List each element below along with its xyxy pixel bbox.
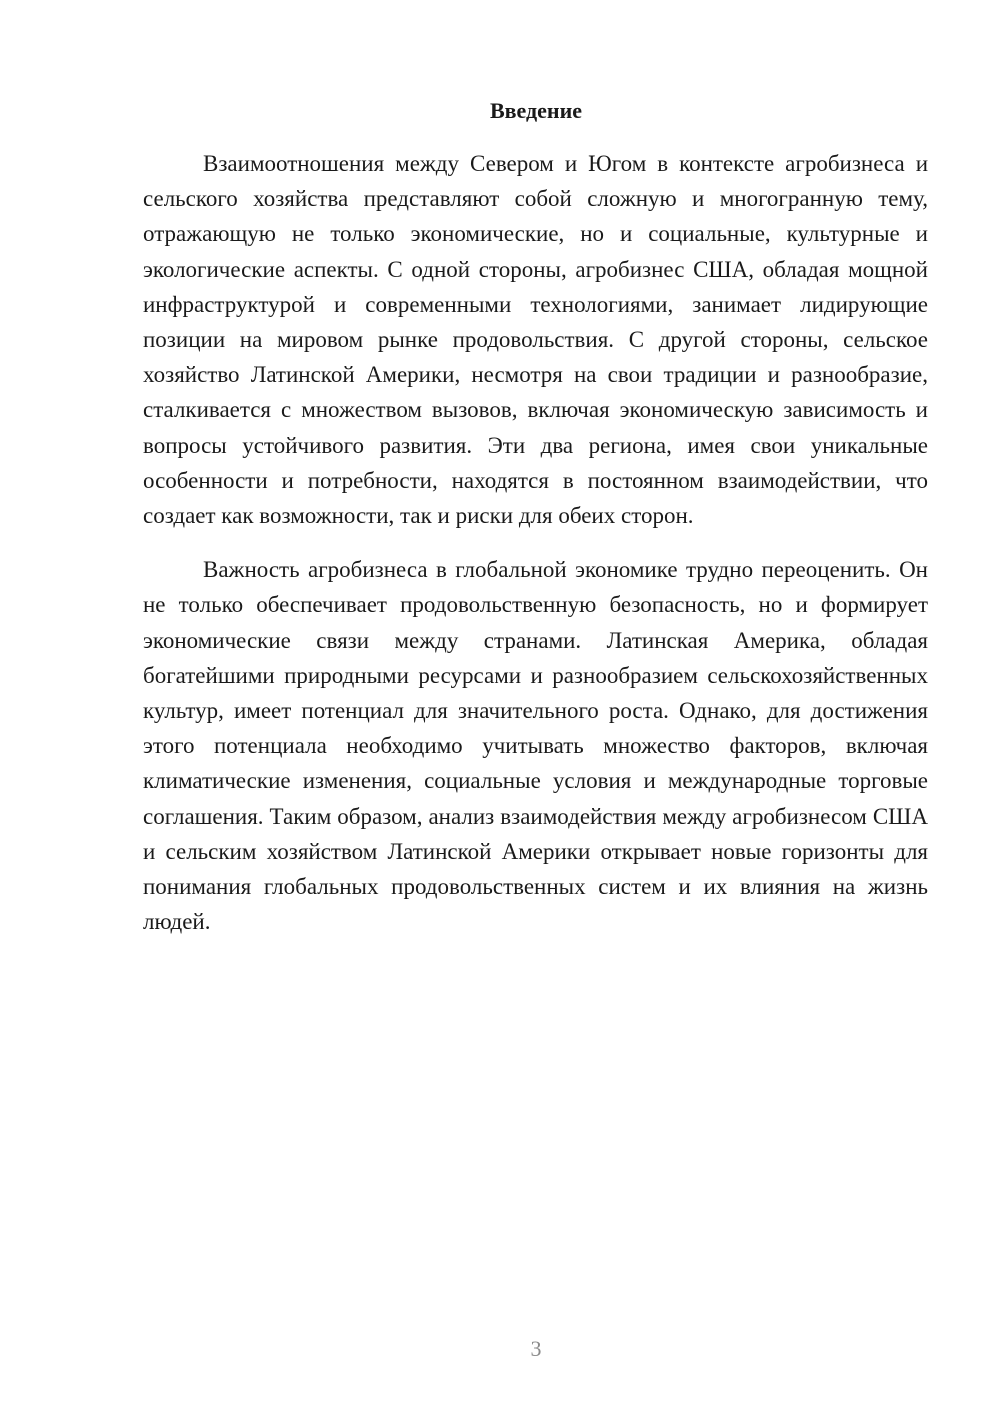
page-number: 3 bbox=[530, 1336, 542, 1361]
section-heading: Введение bbox=[489, 98, 583, 123]
paragraph-1: Взаимоотношения между Севером и Югом в контексте агробизнеса и сельского хозяйства представляют собой сложную и многогранную тему, отражающую не только экономические, но и социальные, культурные и экологические аспекты. С одной стороны, агробизнес США, обладая мощной инфраструктурой и современными технологиями, занимает лидирующие позиции на мировом рынке продовольствия. С другой стороны, сельское хозяйство Латинской Америки, несмотря на свои традиции и разнообразие, сталкивается с множеством вызовов, включая экономическую зависимость и вопросы устойчивого развития. Эти два региона, имея свои уникальные особенности и потребности, находятся в постоянном взаимодействии, что создает как возможности, так и риски для обеих сторон. bbox=[143, 151, 928, 529]
paragraph-2: Важность агробизнеса в глобальной экономике трудно переоценить. Он не только обеспечивает продовольственную безопасность, но и формирует экономические связи между странами. Латинская Америка, обладая богатейшими природными ресурсами и разнообразием сельскохозяйственных культур, имеет потенциал для значительного роста. Однако, для достижения этого потенциала необходимо учитывать множество факторов, включая климатические изменения, социальные условия и международные торговые соглашения. Таким образом, анализ взаимодействия между агробизнесом США и сельским хозяйством Латинской Америки открывает новые горизонты для понимания глобальных продовольственных систем и их влияния на жизнь людей. bbox=[143, 557, 928, 935]
body-text bbox=[143, 146, 928, 939]
